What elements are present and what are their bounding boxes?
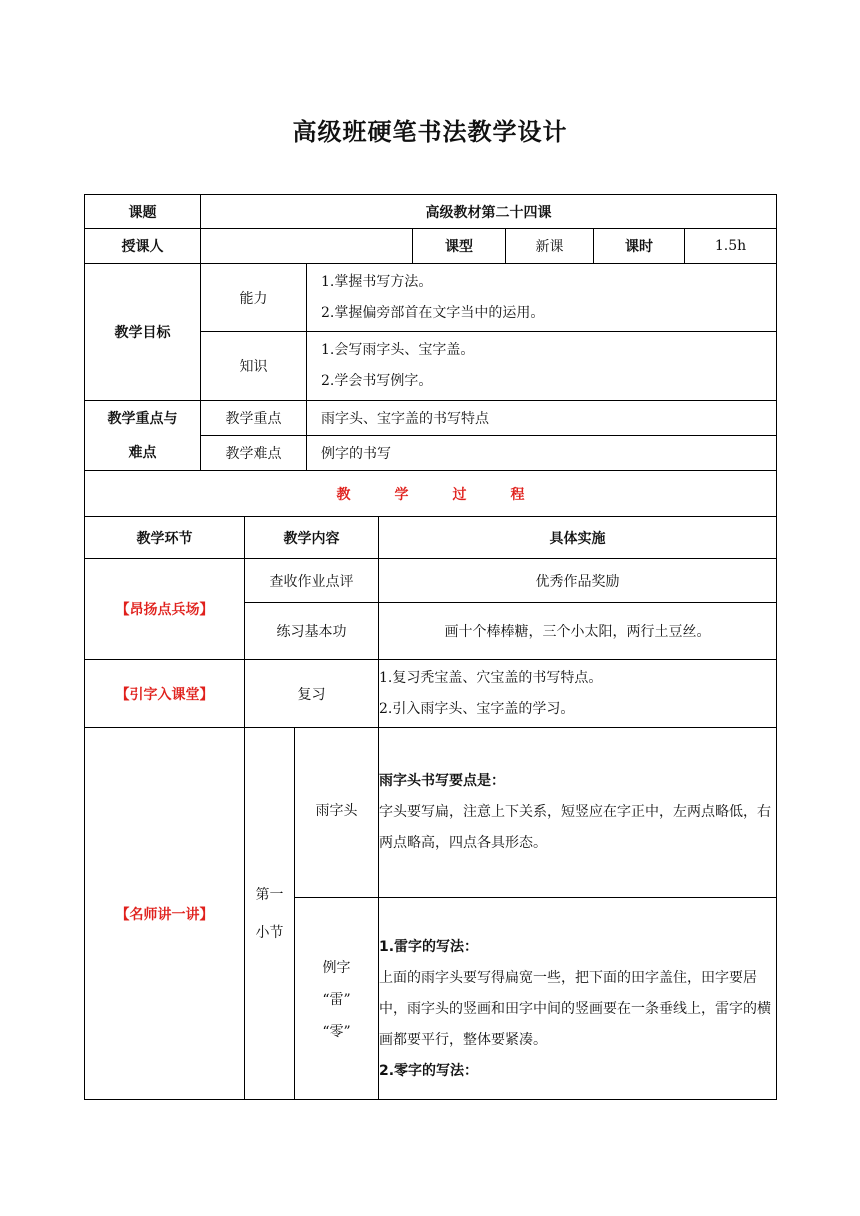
ability-item: 1.掌握书写方法。: [321, 273, 433, 290]
section3-subsection: [245, 728, 295, 1100]
part1-label: 雨字头: [295, 728, 379, 898]
section2-detail: 2.引入雨字头、宝字盖的学习。: [379, 700, 575, 717]
knowledge-items: [307, 332, 777, 401]
type-label: 课型: [413, 229, 506, 264]
key-label: 教学重点: [201, 401, 307, 436]
section2-name: 【引字入课堂】: [85, 660, 245, 728]
section1-content: 练习基本功: [245, 603, 379, 660]
goals-label: 教学目标: [85, 264, 201, 401]
teacher-value: [201, 229, 413, 264]
focus-label-line2: 难点: [128, 444, 157, 461]
part2-label-line: 例字: [322, 960, 351, 976]
page-title: 高级班硬笔书法教学设计: [292, 118, 568, 146]
section1-detail: 优秀作品奖励: [379, 559, 777, 603]
knowledge-label: 知识: [201, 332, 307, 401]
ability-item: 2.掌握偏旁部首在文字当中的运用。: [321, 304, 545, 321]
process-title-char: 程: [510, 486, 525, 503]
section1-detail: 画十个棒棒糖，三个小太阳，两行土豆丝。: [379, 603, 777, 660]
topic-label: 课题: [85, 195, 201, 229]
process-title-char: 过: [452, 486, 467, 503]
knowledge-item: 2.学会书写例字。: [321, 373, 433, 389]
process-title-char: 教: [336, 486, 351, 503]
hours-value: 1.5h: [685, 229, 777, 264]
header-content: 教学内容: [245, 517, 379, 559]
diff-label: 教学难点: [201, 436, 307, 471]
ability-items: [307, 264, 777, 332]
hours-label: 课时: [594, 229, 685, 264]
part2-heading: 1.雷字的写法：: [379, 939, 479, 955]
teacher-label: 授课人: [85, 229, 201, 264]
process-title: [85, 471, 777, 517]
focus-label-line1: 教学重点与: [107, 410, 178, 427]
key-value: 雨字头、宝字盖的书写特点: [307, 401, 777, 436]
part1-heading: 雨字头书写要点是：: [379, 773, 505, 789]
part2-heading: 2.零字的写法：: [379, 1063, 479, 1079]
process-table: [84, 516, 777, 1100]
section3-name: 【名师讲一讲】: [85, 728, 245, 1100]
subsection-line: 小节: [255, 924, 284, 941]
process-title-char: 学: [394, 486, 409, 503]
part1-text: 字头要写扁，注意上下关系，短竖应在字正中，左两点略低，右两点略高，四点各具形态。: [379, 804, 771, 851]
section1-name: 【昂扬点兵场】: [85, 559, 245, 660]
part2-text: 上面的雨字头要写得扁宽一些，把下面的田字盖住，田字要居中，雨字头的竖画和田字中间的竖画要在一条垂线上，雷字的横画都要平行，整体要紧凑。: [379, 970, 771, 1048]
section2-details: [379, 660, 777, 728]
part2-label: [295, 898, 379, 1100]
part2-detail: [379, 898, 777, 1100]
info-table: [84, 194, 777, 517]
part2-label-line: “零”: [322, 1024, 351, 1040]
part1-detail: [379, 728, 777, 898]
subsection-line: 第一: [255, 886, 284, 903]
header-implementation: 具体实施: [379, 517, 777, 559]
part2-label-line: “雷”: [322, 992, 351, 1008]
section2-content: 复习: [245, 660, 379, 728]
header-stage: 教学环节: [85, 517, 245, 559]
ability-label: 能力: [201, 264, 307, 332]
knowledge-item: 1.会写雨字头、宝字盖。: [321, 342, 475, 358]
section1-content: 查收作业点评: [245, 559, 379, 603]
section2-detail: 1.复习秃宝盖、穴宝盖的书写特点。: [379, 669, 603, 686]
focus-label: [85, 401, 201, 471]
type-value: 新课: [506, 229, 594, 264]
topic-value: 高级教材第二十四课: [201, 195, 777, 229]
diff-value: 例字的书写: [307, 436, 777, 471]
